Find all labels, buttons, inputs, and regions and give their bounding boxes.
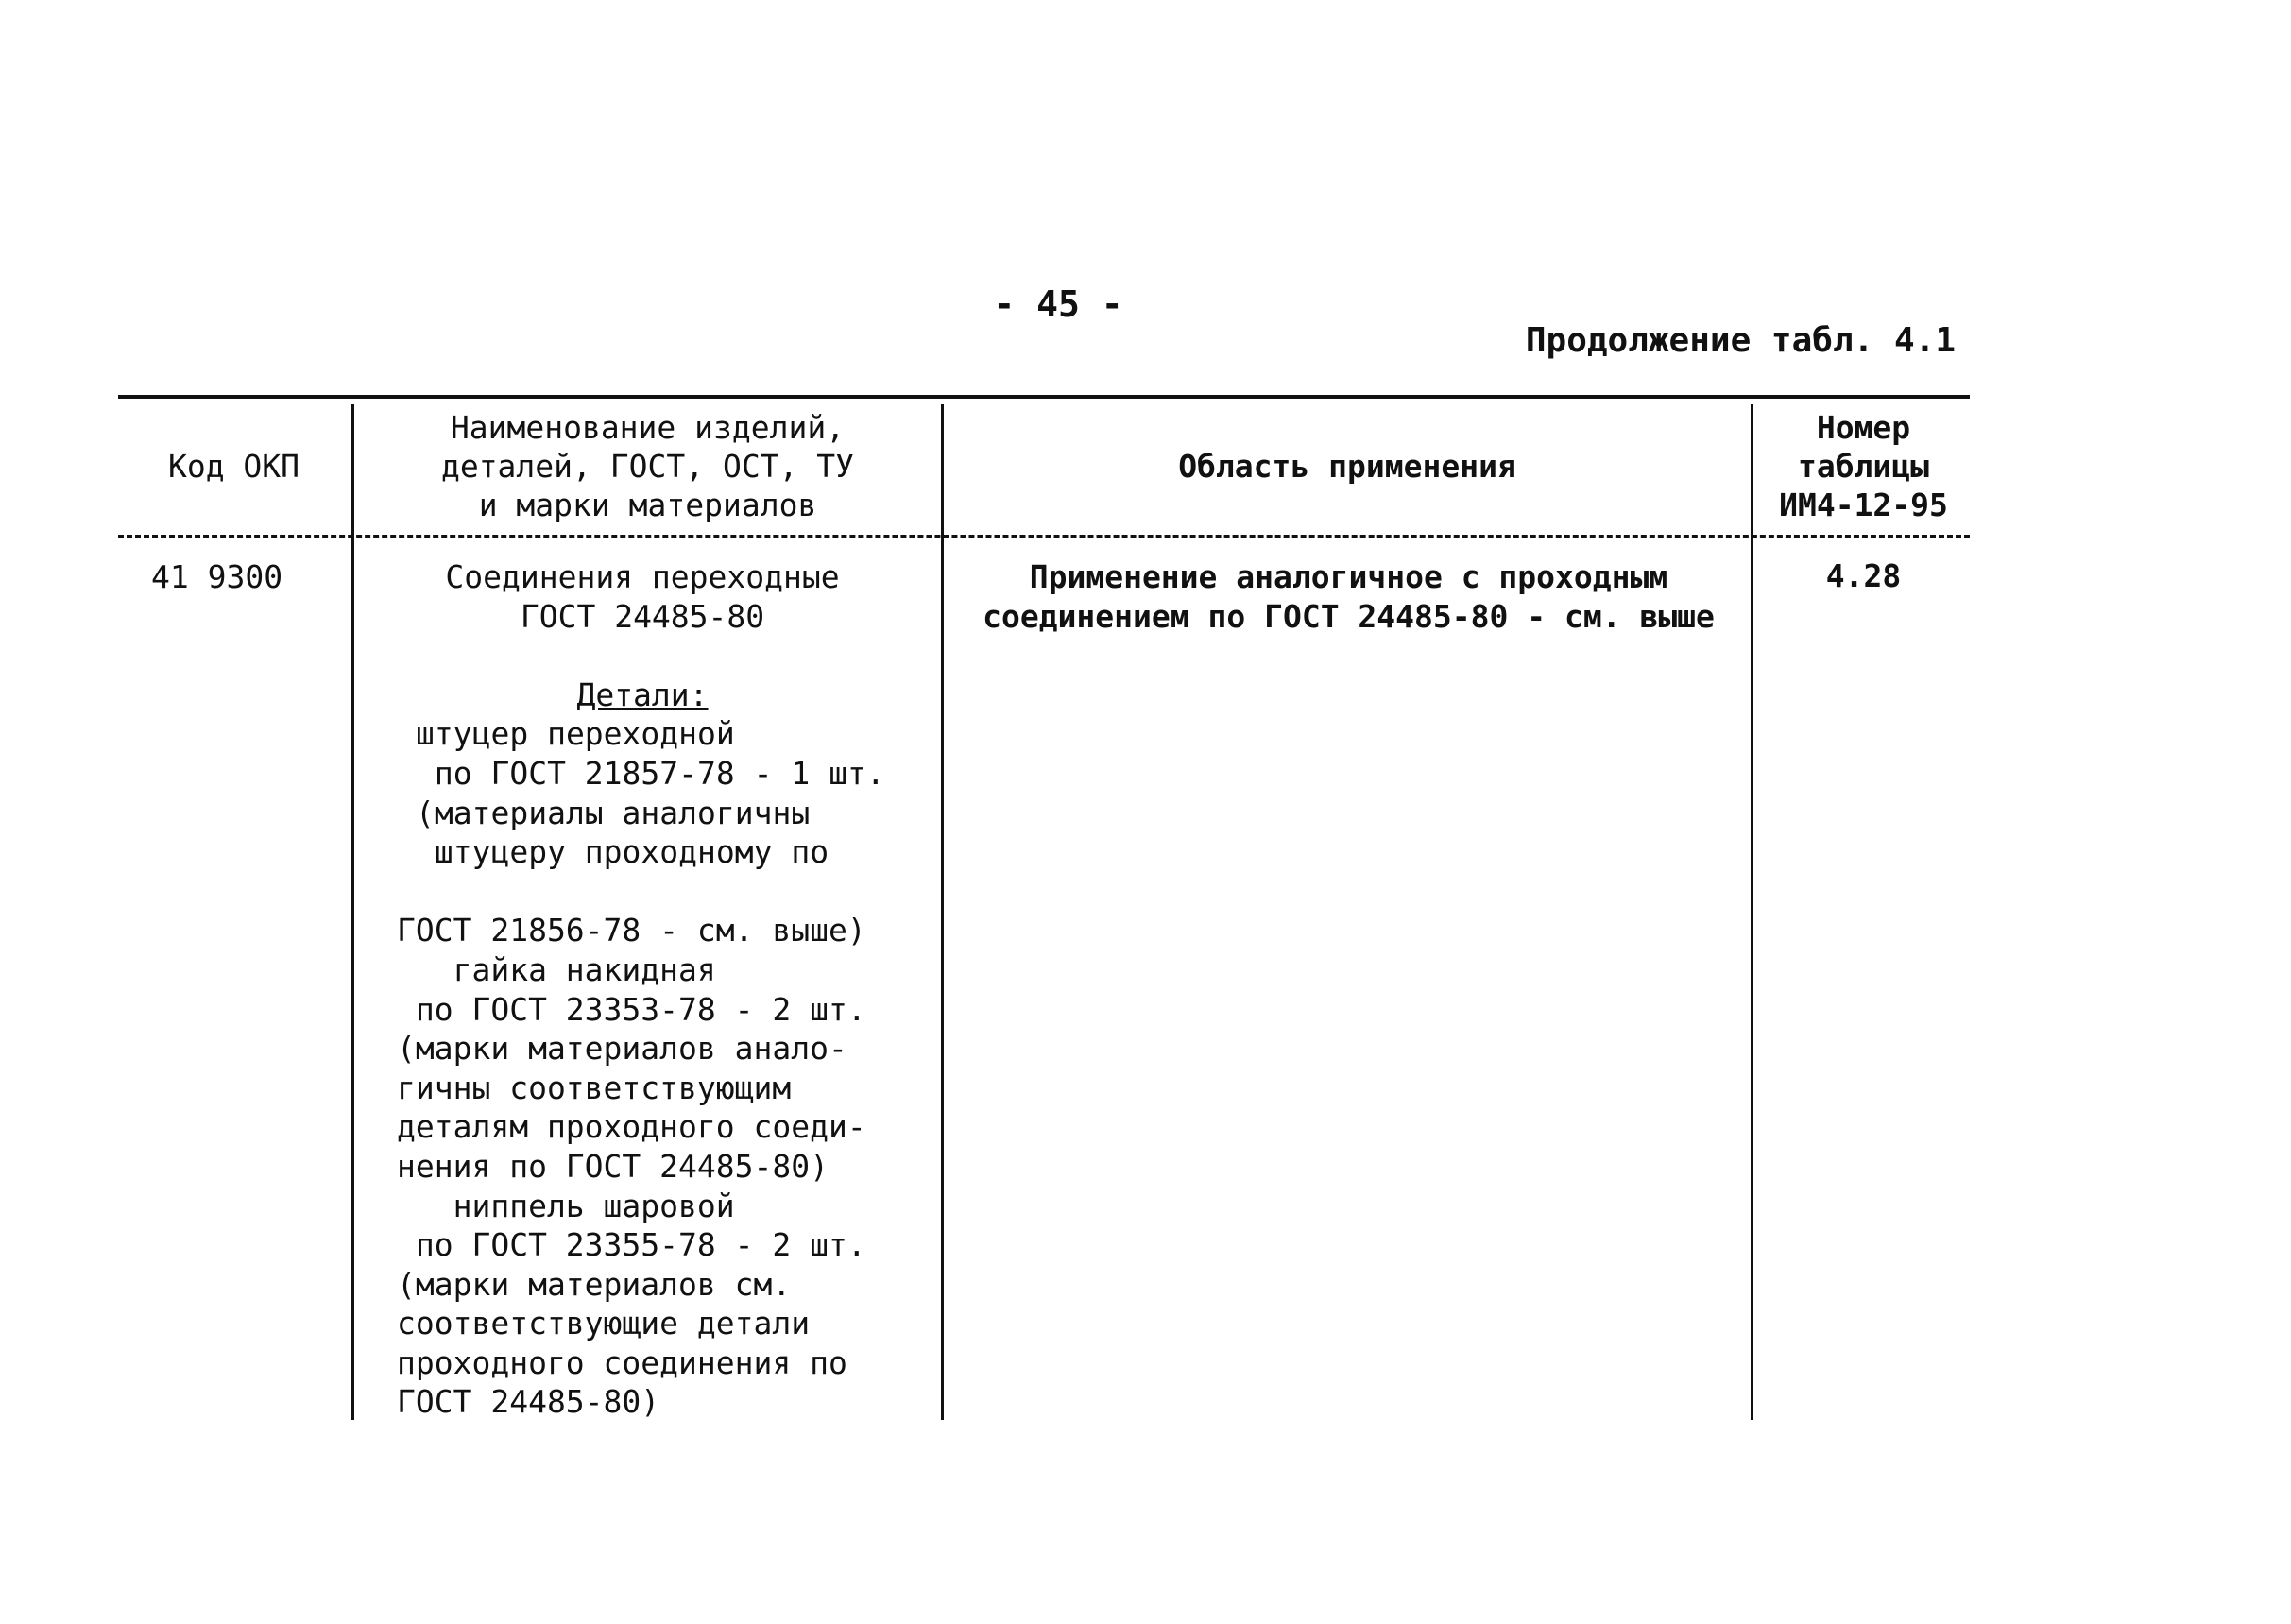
name-line: (марки материалов анало-	[397, 1030, 847, 1068]
name-line: штуцер переходной	[416, 715, 735, 753]
header-table-number: Номер таблицы ИМ4-12-95	[1779, 408, 1948, 523]
name-line: деталям проходного соеди-	[397, 1108, 866, 1146]
name-line: (марки материалов см.	[397, 1265, 792, 1303]
header-separator-rule	[118, 535, 1970, 538]
name-line: нения по ГОСТ 24485-80)	[397, 1147, 829, 1185]
table-top-rule	[118, 395, 1970, 399]
name-line: штуцеру проходному по	[416, 833, 829, 871]
table-continuation-label: Продолжение табл. 4.1	[1525, 321, 1956, 360]
name-line: по ГОСТ 21857-78 - 1 шт.	[416, 754, 885, 792]
row-name	[359, 557, 945, 1422]
name-line: ГОСТ 24485-80)	[397, 1383, 660, 1421]
name-line: ниппель шаровой	[397, 1187, 735, 1224]
header-name: Наименование изделий, деталей, ГОСТ, ОСТ, ТУ и марки материалов	[440, 408, 855, 523]
name-line: проходного соединения по	[397, 1343, 847, 1381]
column-divider-1	[351, 404, 354, 1420]
column-divider-3	[1751, 404, 1753, 1420]
name-line: ГОСТ 24485-80	[520, 597, 765, 635]
header-area: Область применения	[1178, 447, 1516, 485]
name-line: (материалы аналогичны	[416, 794, 811, 831]
header-code: Код ОКП	[167, 447, 300, 485]
page-number: - 45 -	[993, 283, 1123, 325]
name-line: Соединения переходные	[445, 558, 840, 595]
row-area: Применение аналогичное с проходным соединением по ГОСТ 24485-80 - см. выше	[983, 558, 1715, 635]
name-line: гичны соответствующим	[397, 1068, 792, 1106]
name-line	[359, 636, 945, 675]
name-line: соответствующие детали	[397, 1305, 811, 1342]
name-line: ГОСТ 21856-78 - см. выше)	[397, 912, 866, 949]
name-line: по ГОСТ 23353-78 - 2 шт.	[397, 990, 866, 1028]
name-line	[359, 872, 945, 912]
name-line-details-heading: Детали:	[576, 675, 709, 713]
name-line: по ГОСТ 23355-78 - 2 шт.	[397, 1226, 866, 1264]
row-table-number: 4.28	[1825, 557, 1902, 594]
row-code: 41 9300	[151, 558, 283, 595]
name-line: гайка накидная	[397, 950, 716, 988]
